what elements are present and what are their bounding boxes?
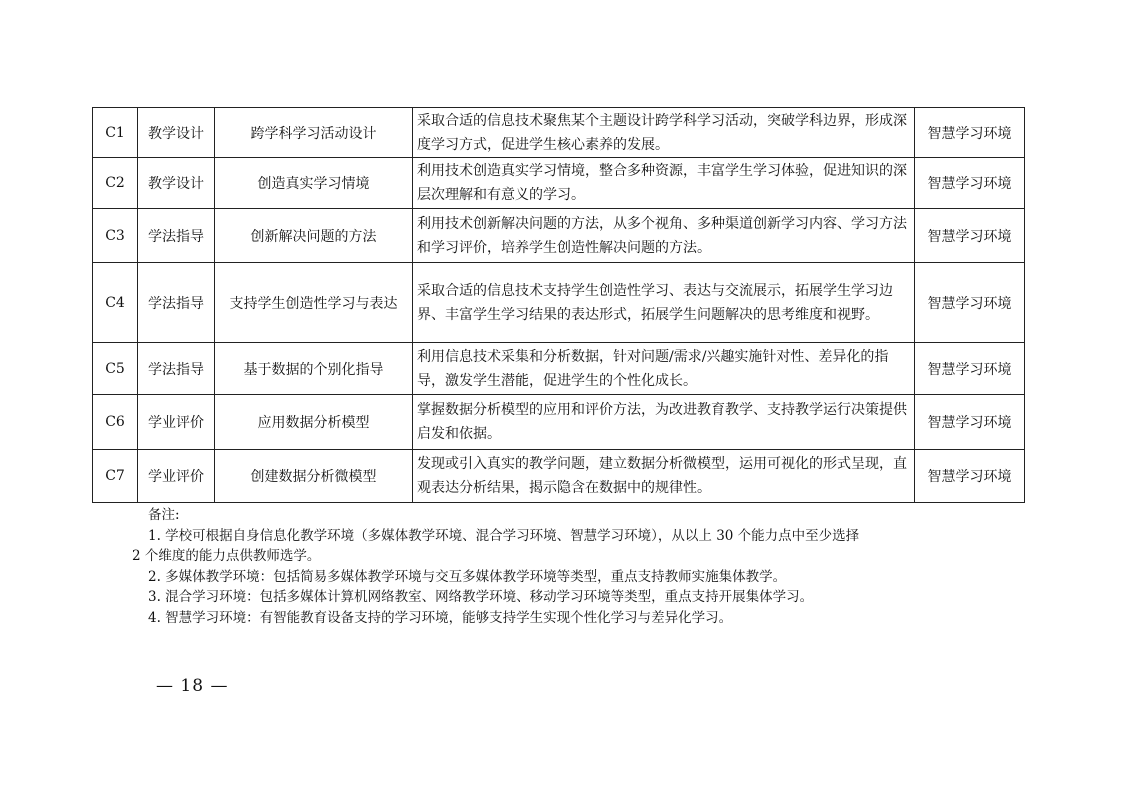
note-item: 3. 混合学习环境：包括多媒体计算机网络教室、网络教学环境、移动学习环境等类型，重点支持开展集体学习。 [148, 589, 814, 605]
description-cell: 采取合适的信息技术聚焦某个主题设计跨学科学习活动，突破学科边界，形成深度学习方式，促进学生核心素养的发展。 [413, 108, 915, 158]
competency-name-cell: 创造真实学习情境 [215, 158, 413, 209]
table-row [93, 343, 1025, 395]
code-cell: C1 [93, 108, 138, 158]
notes-section [132, 505, 1002, 628]
code-cell: C5 [93, 343, 138, 395]
note-item: 4. 智慧学习环境：有智能教育设备支持的学习环境，能够支持学生实现个性化学习与差异化学习。 [148, 609, 733, 626]
competency-name-cell: 支持学生创造性学习与表达 [215, 263, 413, 343]
environment-cell: 智慧学习环境 [915, 263, 1025, 343]
dimension-cell: 学法指导 [138, 209, 215, 263]
table-row [93, 209, 1025, 263]
description-cell: 发现或引入真实的教学问题，建立数据分析微模型，运用可视化的形式呈现，直观表达分析结果，揭示隐含在数据中的规律性。 [413, 450, 915, 503]
competency-name-cell: 跨学科学习活动设计 [215, 108, 413, 158]
environment-cell: 智慧学习环境 [915, 158, 1025, 209]
page-number: — 18 — [156, 676, 229, 696]
description-cell: 利用技术创造真实学习情境，整合多种资源，丰富学生学习体验，促进知识的深层次理解和有意义的学习。 [413, 158, 915, 209]
code-cell: C4 [93, 263, 138, 343]
competency-table [92, 107, 1025, 503]
table-row [93, 108, 1025, 158]
environment-cell: 智慧学习环境 [915, 343, 1025, 395]
environment-cell: 智慧学习环境 [915, 450, 1025, 503]
code-cell: C3 [93, 209, 138, 263]
table-row [93, 395, 1025, 450]
description-cell: 掌握数据分析模型的应用和评价方法，为改进教育教学、支持教学运行决策提供启发和依据。 [413, 395, 915, 450]
dimension-cell: 学业评价 [138, 395, 215, 450]
environment-cell: 智慧学习环境 [915, 108, 1025, 158]
environment-cell: 智慧学习环境 [915, 395, 1025, 450]
competency-name-cell: 应用数据分析模型 [215, 395, 413, 450]
competency-name-cell: 创新解决问题的方法 [215, 209, 413, 263]
description-cell: 利用信息技术采集和分析数据，针对问题/需求/兴趣实施针对性、差异化的指导，激发学生潜能，促进学生的个性化成长。 [413, 343, 915, 395]
code-cell: C7 [93, 450, 138, 503]
note-item: 1. 学校可根据自身信息化教学环境（多媒体教学环境、混合学习环境、智慧学习环境），从以上 30 个能力点中至少选择 [148, 527, 860, 544]
dimension-cell: 学业评价 [138, 450, 215, 503]
environment-cell: 智慧学习环境 [915, 209, 1025, 263]
dimension-cell: 学法指导 [138, 343, 215, 395]
dimension-cell: 教学设计 [138, 108, 215, 158]
code-cell: C6 [93, 395, 138, 450]
dimension-cell: 学法指导 [138, 263, 215, 343]
notes-heading: 备注: [148, 507, 180, 523]
note-item: 2 个维度的能力点供教师选学。 [132, 548, 321, 564]
dimension-cell: 教学设计 [138, 158, 215, 209]
note-item: 2. 多媒体教学环境：包括简易多媒体教学环境与交互多媒体教学环境等类型，重点支持教师实施集体教学。 [148, 568, 787, 585]
table-row [93, 450, 1025, 503]
competency-name-cell: 创建数据分析微模型 [215, 450, 413, 503]
code-cell: C2 [93, 158, 138, 209]
description-cell: 采取合适的信息技术支持学生创造性学习、表达与交流展示，拓展学生学习边界、丰富学生学习结果的表达形式，拓展学生问题解决的思考维度和视野。 [413, 263, 915, 343]
table-row [93, 263, 1025, 343]
table-row [93, 158, 1025, 209]
competency-name-cell: 基于数据的个别化指导 [215, 343, 413, 395]
description-cell: 利用技术创新解决问题的方法，从多个视角、多种渠道创新学习内容、学习方法和学习评价，培养学生创造性解决问题的方法。 [413, 209, 915, 263]
